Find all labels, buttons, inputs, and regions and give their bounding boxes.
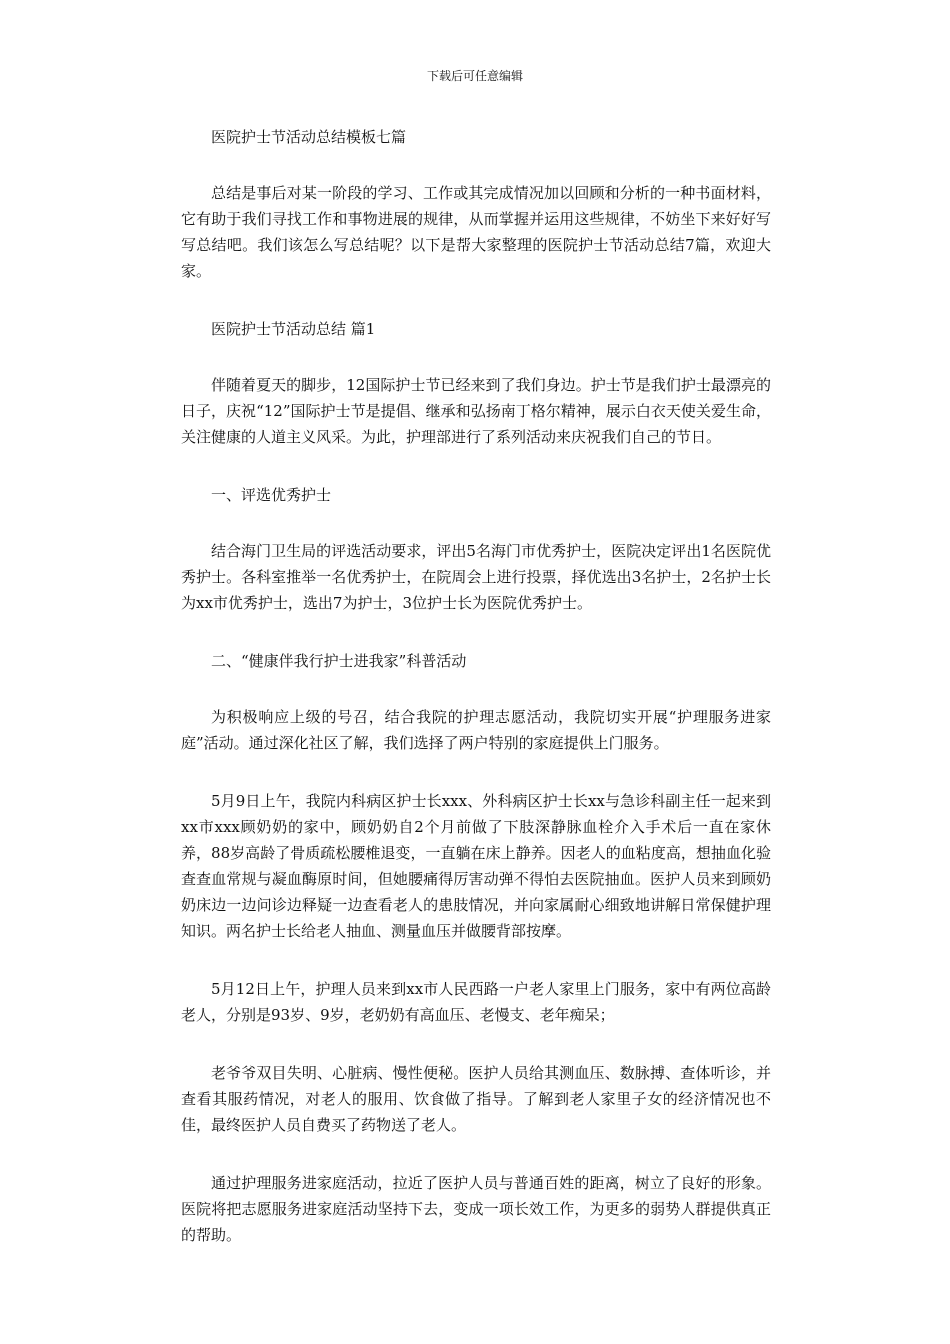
- document-body: [181, 124, 771, 1280]
- heading-2: 二、“健康伴我行护士进我家”科普活动: [211, 652, 467, 670]
- paragraph-6: 老爷爷双目失明、心脏病、慢性便秘。医护人员给其测血压、数脉搏、查体听诊，并查看其服药情况，对老人的服用、饮食做了指导。了解到老人家里子女的经济情况也不佳，最终医护人员自费买了药物送了老人。: [181, 1064, 771, 1134]
- paragraph-5: 5月12日上午，护理人员来到xx市人民西路一户老人家里上门服务，家中有两位高龄老人，分别是93岁、9岁，老奶奶有高血压、老慢支、老年痴呆；: [181, 980, 771, 1024]
- paragraph-4: 5月9日上午，我院内科病区护士长xxx、外科病区护士长xx与急诊科副主任一起来到xx市xxx顾奶奶的家中，顾奶奶自2个月前做了下肢深静脉血栓介入手术后一直在家休养，88岁高龄了骨质疏松腰椎退变，一直躺在床上静养。因老人的血粘度高，想抽血化验查查血常规与凝血酶原时间，但她腰痛得厉害动弹不得怕去医院抽血。医护人员来到顾奶奶床边一边问诊边释疑一边查看老人的患肢情况，并向家属耐心细致地讲解日常保健护理知识。两名护士长给老人抽血、测量血压并做腰背部按摩。: [181, 792, 771, 940]
- page-header-note: 下载后可任意编辑: [426, 69, 523, 83]
- paragraph-2: 结合海门卫生局的评选活动要求，评出5名海门市优秀护士，医院决定评出1名医院优秀护士。各科室推举一名优秀护士，在院周会上进行投票，择优选出3名护士，2名护士长为xx市优秀护士，选出7为护士，3位护士长为医院优秀护士。: [181, 542, 771, 612]
- paragraph-1: 伴随着夏天的脚步，12国际护士节已经来到了我们身边。护士节是我们护士最漂亮的日子，庆祝“12”国际护士节是提倡、继承和弘扬南丁格尔精神，展示白衣天使关爱生命，关注健康的人道主义风采。为此，护理部进行了系列活动来庆祝我们自己的节日。: [181, 376, 771, 446]
- paragraph-7: 通过护理服务进家庭活动，拉近了医护人员与普通百姓的距离，树立了良好的形象。医院将把志愿服务进家庭活动坚持下去，变成一项长效工作，为更多的弱势人群提供真正的帮助。: [181, 1174, 771, 1244]
- document-title: 医院护士节活动总结模板七篇: [211, 128, 407, 146]
- paragraph-3: 为积极响应上级的号召，结合我院的护理志愿活动，我院切实开展“护理服务进家庭”活动。通过深化社区了解，我们选择了两户特别的家庭提供上门服务。: [181, 708, 771, 752]
- heading-1: 一、评选优秀护士: [211, 486, 332, 504]
- intro-paragraph: 总结是事后对某一阶段的学习、工作或其完成情况加以回顾和分析的一种书面材料，它有助于我们寻找工作和事物进展的规律，从而掌握并运用这些规律，不妨坐下来好好写写总结吧。我们该怎么写总结呢？以下是帮大家整理的医院护士节活动总结7篇，欢迎大家。: [181, 184, 771, 280]
- section-title: 医院护士节活动总结 篇1: [211, 320, 376, 338]
